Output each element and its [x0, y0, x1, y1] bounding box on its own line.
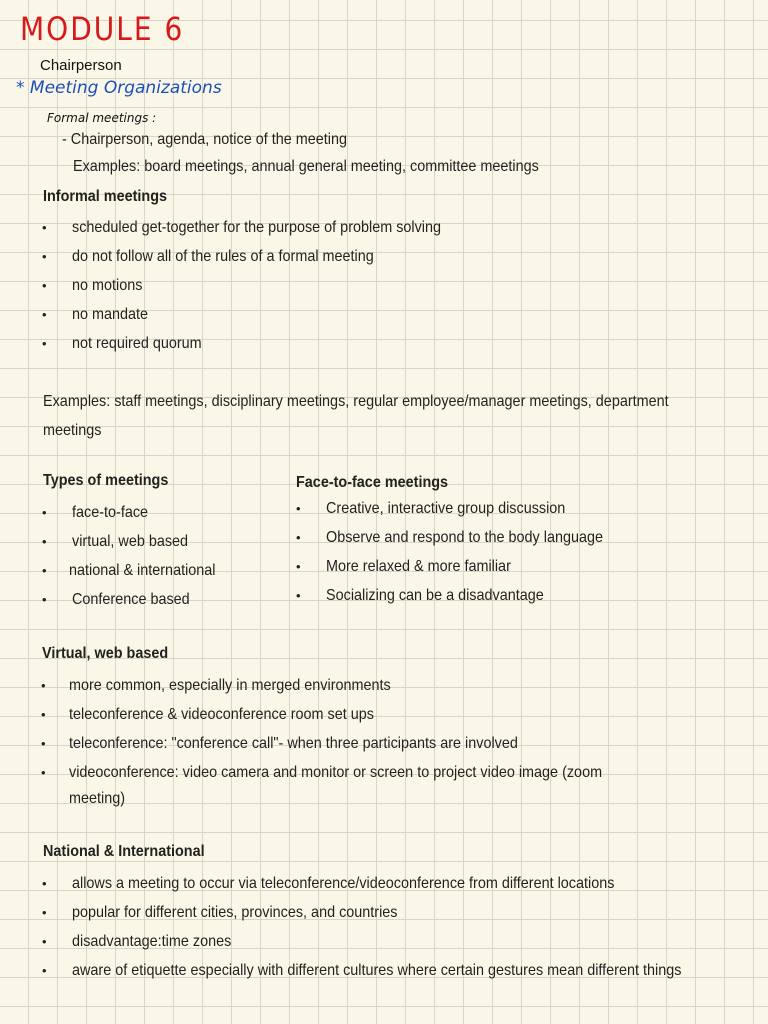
formal-meetings-heading: Formal meetings :: [47, 111, 157, 125]
informal-examples-line-2: meetings: [43, 422, 102, 439]
list-item: • scheduled get-together for the purpose of problem solving: [42, 219, 442, 236]
list-item: • Socializing can be a disadvantage: [296, 587, 544, 604]
list-item: • no mandate: [42, 306, 149, 323]
list-item: • do not follow all of the rules of a formal meeting: [42, 248, 374, 265]
list-item: • Observe and respond to the body language: [296, 529, 604, 546]
informal-meetings-list: [42, 213, 742, 358]
chairperson-label: Chairperson: [40, 57, 122, 74]
formal-meetings-examples: Examples: board meetings, annual general meeting, committee meetings: [73, 158, 539, 175]
list-item: • More relaxed & more familiar: [296, 558, 511, 575]
list-item: • virtual, web based: [42, 533, 189, 550]
list-item: • teleconference: "conference call"- when three participants are involved: [41, 735, 518, 752]
informal-meetings-heading: Informal meetings: [43, 188, 168, 205]
list-item: • not required quorum: [42, 335, 202, 352]
virtual-continuation: meeting): [69, 790, 126, 807]
list-item: • Conference based: [42, 591, 190, 608]
virtual-web-based-heading: Virtual, web based: [42, 645, 169, 662]
types-of-meetings-heading: Types of meetings: [43, 472, 169, 489]
list-item: • no motions: [42, 277, 143, 294]
list-item: • more common, especially in merged environments: [41, 677, 391, 694]
national-international-list: [42, 869, 762, 985]
informal-examples-line-1: Examples: staff meetings, disciplinary meetings, regular employee/manager meetings, department: [43, 393, 669, 410]
list-item: • face-to-face: [42, 504, 149, 521]
national-international-heading: National & International: [43, 843, 205, 860]
list-item: • Creative, interactive group discussion: [296, 500, 566, 517]
list-item: • teleconference & videoconference room set ups: [41, 706, 374, 723]
list-item: • national & international: [42, 562, 216, 579]
list-item: • disadvantage:time zones: [42, 933, 232, 950]
list-item: • allows a meeting to occur via teleconference/videoconference from different locations: [42, 875, 615, 892]
meeting-organizations-heading: * Meeting Organizations: [16, 78, 222, 98]
types-of-meetings-list: [42, 498, 282, 614]
list-item: • popular for different cities, provinces, and countries: [42, 904, 398, 921]
list-item: • aware of etiquette especially with different cultures where certain gestures mean different things: [42, 962, 682, 979]
face-to-face-list: [296, 494, 736, 610]
virtual-web-based-list: [41, 671, 741, 787]
formal-meetings-line: - Chairperson, agenda, notice of the meeting: [62, 131, 347, 148]
face-to-face-heading: Face-to-face meetings: [296, 474, 449, 491]
page-title: MODULE 6: [20, 10, 185, 48]
list-item: • videoconference: video camera and monitor or screen to project video image (zoom: [41, 764, 603, 781]
